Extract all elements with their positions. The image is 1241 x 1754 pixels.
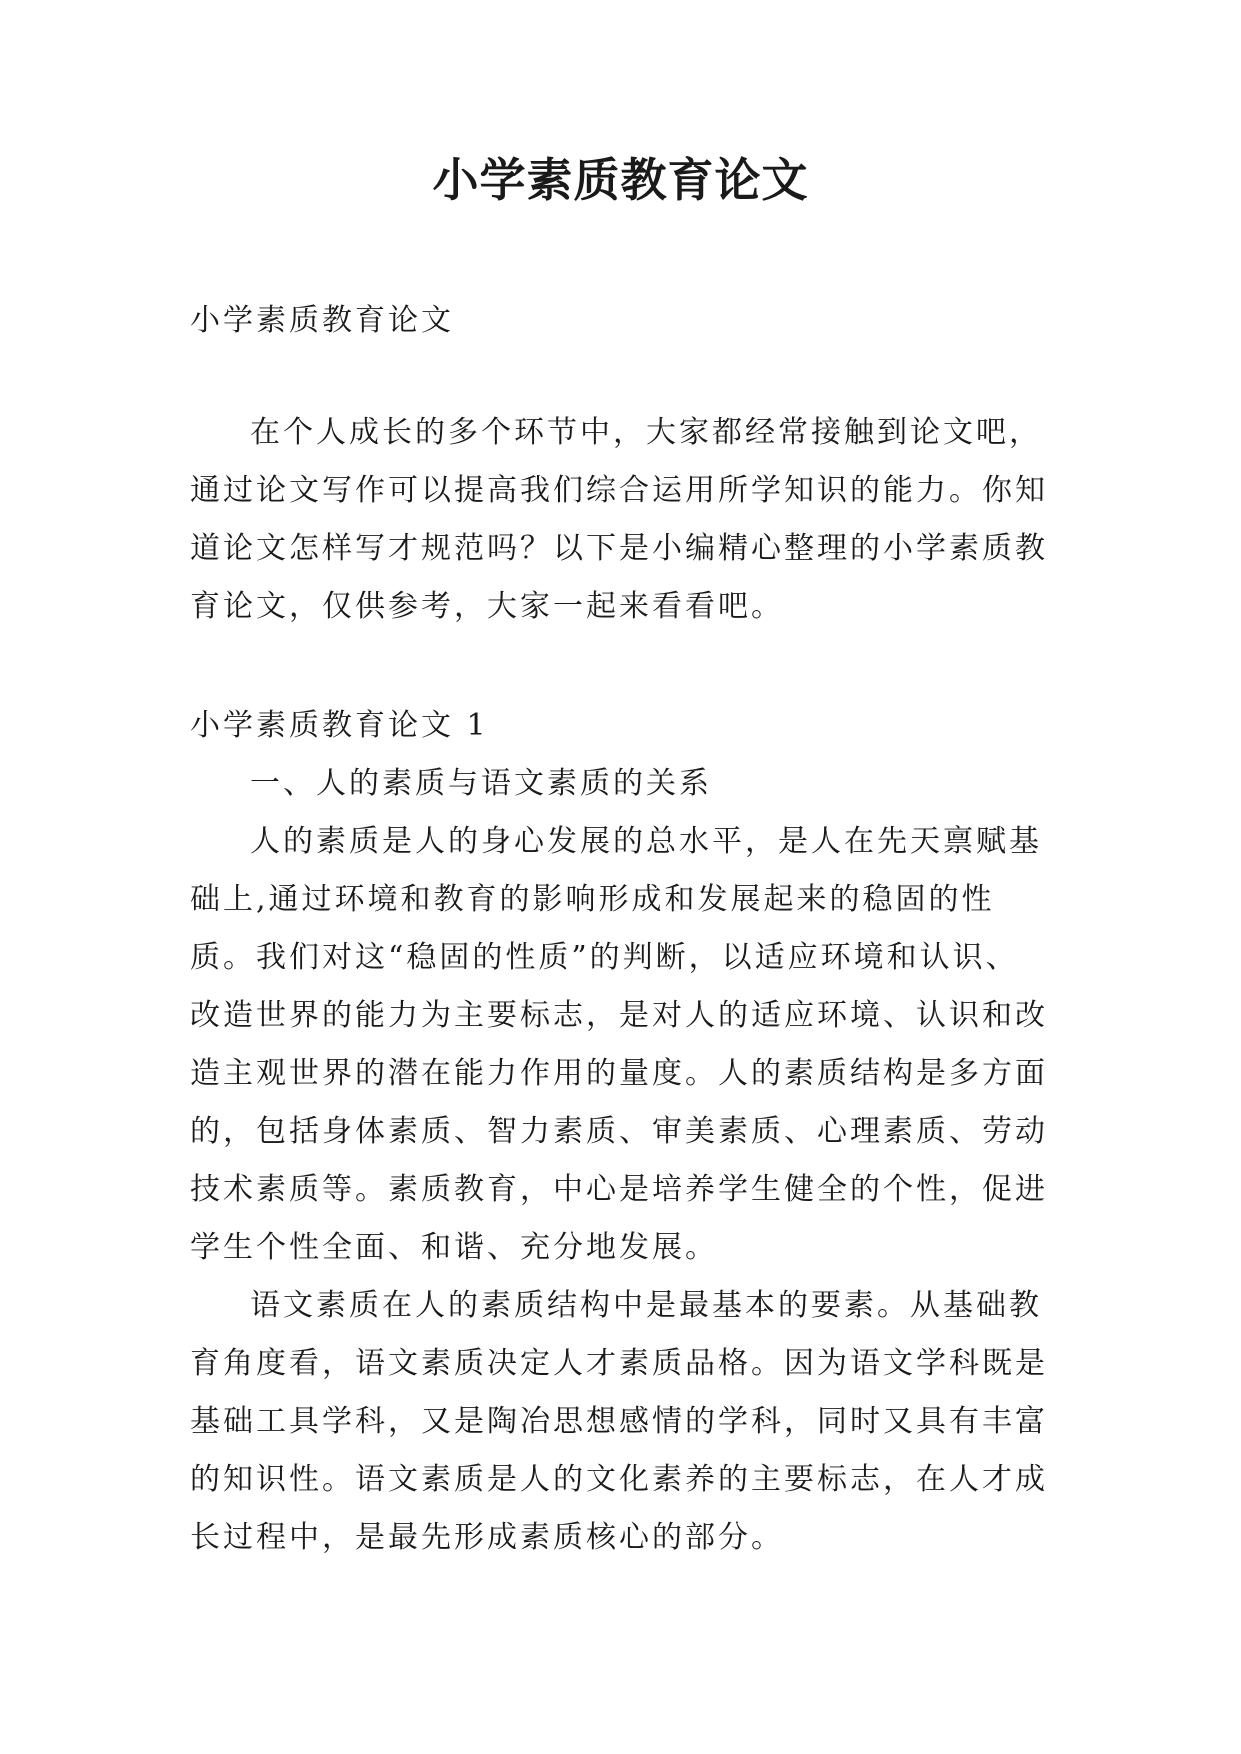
section-1 bbox=[190, 697, 1050, 1567]
section-heading: 小学素质教育论文 1 bbox=[190, 708, 489, 743]
body-paragraph: 人的素质是人的身心发展的总水平，是人在先天禀赋基础上,通过环境和教育的影响形成和发展起来的稳固的性质。我们对这“稳固的性质”的判断，以适应环境和认识、改造世界的能力为主要标志，是对人的适应环境、认识和改造主观世界的潜在能力作用的量度。人的素质结构是多方面的，包括身体素质、智力素质、审美素质、心理素质、劳动技术素质等。素质教育，中心是培养学生健全的个性，促进学生个性全面、和谐、充分地发展。 bbox=[190, 824, 1048, 1265]
document-subtitle: 小学素质教育论文 bbox=[190, 303, 454, 338]
section-subheading: 一、人的素质与语文素质的关系 bbox=[250, 766, 712, 801]
body-paragraph: 语文素质在人的素质结构中是最基本的要素。从基础教育角度看，语文素质决定人才素质品格。因为语文学科既是基础工具学科，又是陶冶思想感情的学科，同时又具有丰富的知识性。语文素质是人的文化素养的主要标志，在人才成长过程中，是最先形成素质核心的部分。 bbox=[190, 1288, 1048, 1555]
intro-section bbox=[190, 404, 1050, 636]
document-title: 小学素质教育论文 bbox=[432, 153, 809, 207]
intro-paragraph: 在个人成长的多个环节中，大家都经常接触到论文吧，通过论文写作可以提高我们综合运用所学知识的能力。你知道论文怎样写才规范吗？以下是小编精心整理的小学素质教育论文，仅供参考，大家一起来看看吧。 bbox=[190, 415, 1048, 624]
